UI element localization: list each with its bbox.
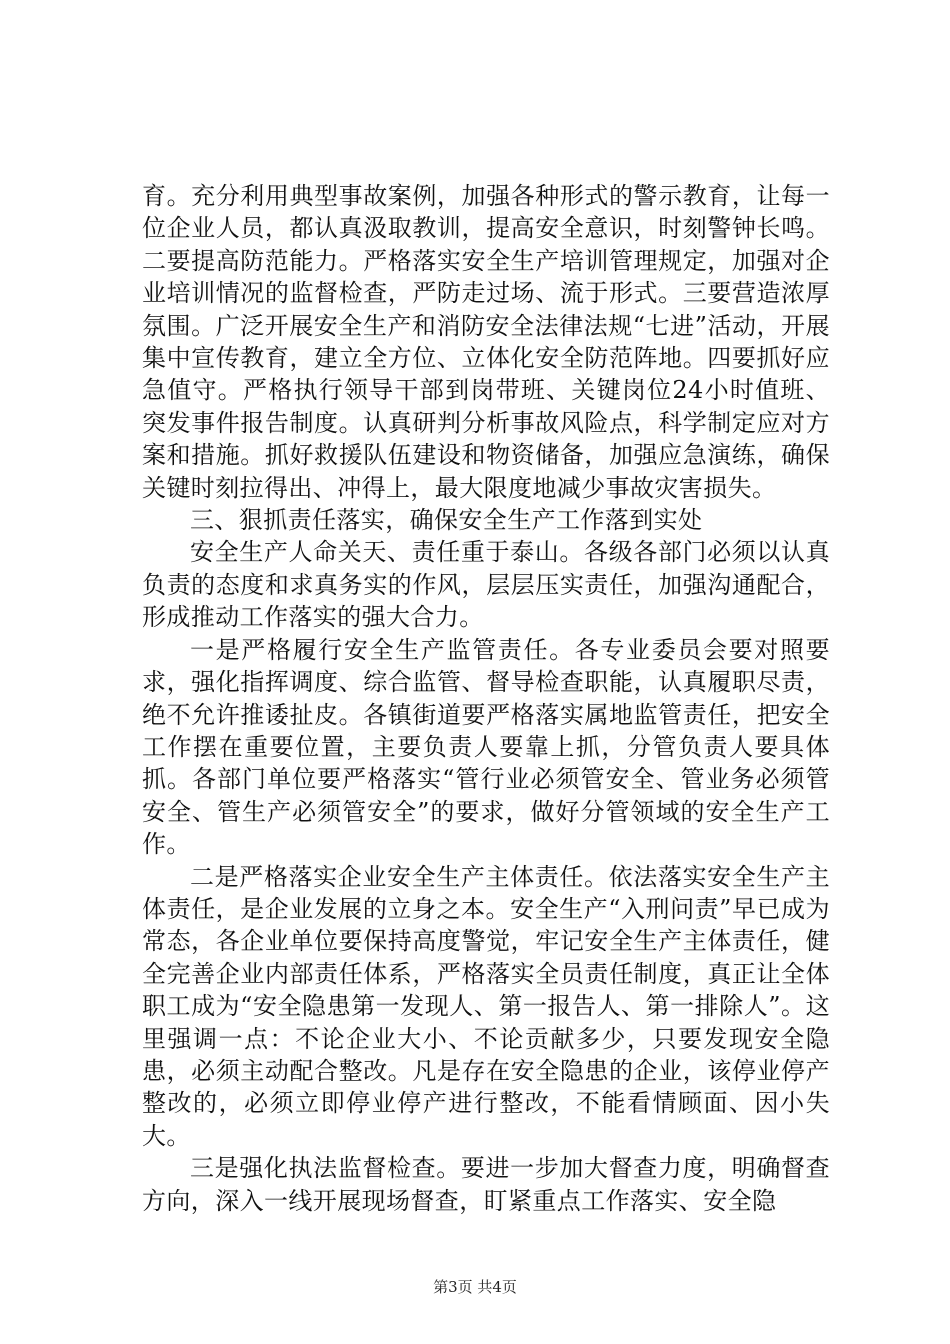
paragraph-4: 二是严格落实企业安全生产主体责任。依法落实安全生产主体责任，是企业发展的立身之本。安全生产“入刑问责”早已成为常态，各企业单位要保持高度警觉，牢记安全生产主体责任，健全完善企业内部责任体系，严格落实全员责任制度，真正让全体职工成为“安全隐患第一发现人、第一报告人、第一排除人”。这里强调一点：不论企业大小、不论贡献多少，只要发现安全隐患，必须主动配合整改。凡是存在安全隐患的企业，该停业停产整改的，必须立即停业停产进行整改，不能看情顾面、因小失大。	[142, 862, 830, 1150]
paragraph-5: 三是强化执法监督检查。要进一步加大督查力度，明确督查方向，深入一线开展现场督查，盯紧重点工作落实、安全隐	[142, 1154, 830, 1215]
paragraph-2: 安全生产人命关天、责任重于泰山。各级各部门必须以认真负责的态度和求真务实的作风，层层压实责任，加强沟通配合，形成推动工作落实的强大合力。	[142, 538, 830, 632]
section-heading: 三、狠抓责任落实，确保安全生产工作落到实处	[190, 506, 703, 535]
paragraph-1: 育。充分利用典型事故案例，加强各种形式的警示教育，让每一位企业人员，都认真汲取教训，提高安全意识，时刻警钟长鸣。二要提高防范能力。严格落实安全生产培训管理规定，加强对企业培训情况的监督检查，严防走过场、流于形式。三要营造浓厚氛围。广泛开展安全生产和消防安全法律法规“七进”活动，开展集中宣传教育，建立全方位、立体化安全防范阵地。四要抓好应急值守。严格执行领导干部到岗带班、关键岗位24小时值班、突发事件报告制度。认真研判分析事故风险点，科学制定应对方案和措施。抓好救援队伍建设和物资储备，加强应急演练，确保关键时刻拉得出、冲得上，最大限度地减少事故灾害损失。	[142, 182, 830, 502]
document-body	[142, 180, 830, 1217]
paragraph-3: 一是严格履行安全生产监管责任。各专业委员会要对照要求，强化指挥调度、综合监管、督导检查职能，认真履职尽责，绝不允许推诿扯皮。各镇街道要严格落实属地监管责任，把安全工作摆在重要位置，主要负责人要靠上抓，分管负责人要具体抓。各部门单位要严格落实“管行业必须管安全、管业务必须管安全、管生产必须管安全”的要求，做好分管领域的安全生产工作。	[142, 635, 830, 859]
page-footer: 第3页 共4页	[433, 1278, 517, 1296]
